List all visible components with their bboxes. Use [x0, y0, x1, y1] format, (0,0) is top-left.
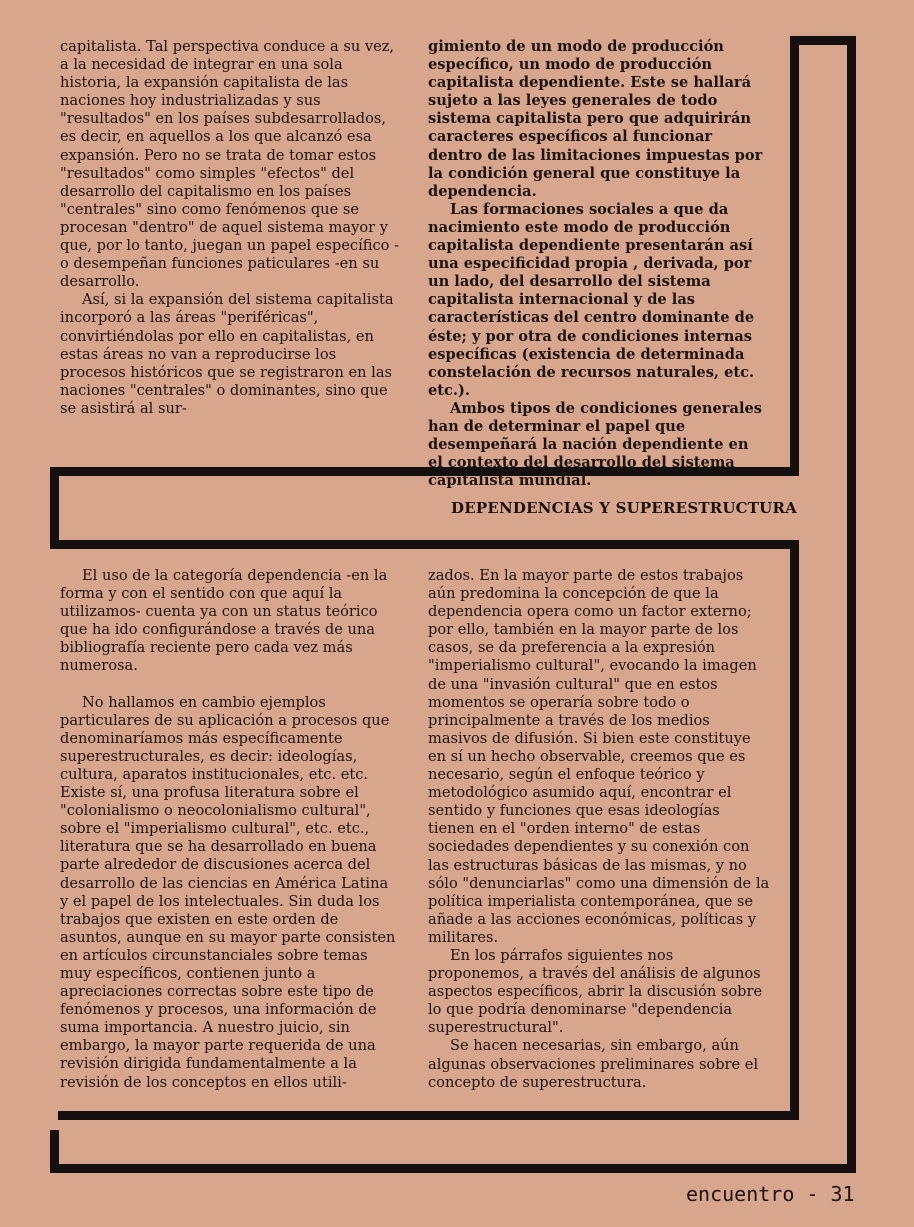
- top-right-paragraph-3: Ambos tipos de condiciones generales han de determinar el papel que desempeñará la nación dependiente en el contexto del desarrollo del sistema capitalista mundial.: [428, 399, 762, 490]
- bottom-right-paragraph-2: En los párrafos siguientes nos proponemos, a través del análisis de algunos aspectos específicos, abrir la discusión sobre lo que podría denominarse "dependencia superestructural".: [428, 946, 763, 1037]
- top-left-paragraph-1: capitalista. Tal perspectiva conduce a su vez, a la necesidad de integrar en una sola historia, la expansión capitalista de las naciones hoy industrializadas y sus "resultados" en los países subdesarrollados, es decir, en aquellos a los que alcanzó esa expansión. Pero no se trata de tomar estos "resultados" como simples "efectos" del desarrollo del capitalismo en los países "centrales" sino como fenómenos que se procesan "dentro" de aquel sistema mayor y que, por lo tanto, juegan un papel específico -o desempeñan funciones paticulares -en su desarrollo.: [60, 38, 399, 291]
- frame-inner-vertical-top: [790, 36, 799, 476]
- bottom-left-paragraph-1: El uso de la categoría dependencia -en la forma y con el sentido con que aquí la utilizamos- cuenta ya con un status teórico que ha ido configurándose a través de una bibliografía reciente pero cada vez más numerosa.: [60, 567, 388, 675]
- frame-middle-bottom-horizontal: [50, 540, 799, 549]
- top-left-column: [60, 38, 400, 418]
- bottom-right-column: [428, 567, 770, 1092]
- top-right-paragraph-2: Las formaciones sociales a que da nacimiento este modo de producción capitalista dependiente presentarán así una especificidad propia , derivada, por un lado, del desarrollo del sistema capitalista internacional y de las características del centro dominante de éste; y por otra de condiciones internas específicas (existencia de determinada constelación de recursos naturales, etc. etc.).: [428, 200, 755, 399]
- page-footer: encuentro - 31: [686, 1182, 855, 1206]
- frame-right-outer-vertical: [847, 36, 856, 1173]
- frame-lower-inner-horizontal: [58, 1111, 799, 1120]
- bottom-left-column: [60, 567, 400, 1092]
- frame-inner-vertical-bottom: [790, 540, 799, 1120]
- top-right-paragraph-1: gimiento de un modo de producción específico, un modo de producción capitalista dependiente. Este se hallará sujeto a las leyes generales de todo sistema capitalista pero que adquirirán caracteres específicos al funcionar dentro de las limitaciones impuestas por la condición general que constituye la dependencia.: [428, 38, 763, 200]
- frame-bottom-horizontal: [50, 1164, 856, 1173]
- top-right-column: [428, 38, 766, 490]
- top-left-paragraph-2: Así, si la expansión del sistema capitalista incorporó a las áreas "periféricas", convirtiéndolas por ello en capitalistas, en estas áreas no van a reproducirse los procesos históricos que se registraron en las naciones "centrales" o dominantes, sino que se asistirá al sur-: [60, 291, 394, 417]
- section-heading: DEPENDENCIAS Y SUPERESTRUCTURA: [451, 499, 797, 517]
- bottom-right-paragraph-3: Se hacen necesarias, sin embargo, aún algunas observaciones preliminares sobre el concepto de superestructura.: [428, 1037, 759, 1091]
- bottom-right-paragraph-1: zados. En la mayor parte de estos trabajos aún predomina la concepción de que la dependencia opera como un factor externo; por ello, también en la mayor parte de los casos, se da preferencia a la expresión "imperialismo cultural", evocando la imagen de una "invasión cultural" que en estos momentos se operaría sobre todo o principalmente a través de los medios masivos de difusión. Si bien este constituye en sí un hecho observable, creemos que es necesario, según el enfoque teórico y metodológico asumido aquí, encontrar el sentido y funciones que esas ideologías tienen en el "orden interno" de estas sociedades dependientes y su conexión con las estructuras básicas de las mismas, y no sólo "denunciarlas" como una dimensión de la política imperialista contemporánea, que se añade a las acciones económicas, políticas y militares.: [428, 567, 770, 946]
- frame-left-middle-vertical: [50, 467, 59, 549]
- bottom-left-paragraph-2: No hallamos en cambio ejemplos particulares de su aplicación a procesos que denominaríamos más específicamente superestructurales, es decir: ideologías, cultura, aparatos institucionales, etc. etc. Existe sí, una profusa literatura sobre el "colonialismo o neocolonialismo cultural", sobre el "imperialismo cultural", etc. etc., literatura que se ha desarrollado en buena parte alrededor de discusiones acerca del desarrollo de las ciencias en América Latina y el papel de los intelectuales. Sin duda los trabajos que existen en este orden de asuntos, aunque en su mayor parte consisten en artículos circunstanciales sobre temas muy específicos, contienen junto a apreciaciones correctas sobre este tipo de fenómenos y procesos, una información de suma importancia. A nuestro juicio, sin embargo, la mayor parte requerida de una revisión dirigida fundamentalmente a la revisión de los conceptos en ellos utili-: [60, 693, 396, 1091]
